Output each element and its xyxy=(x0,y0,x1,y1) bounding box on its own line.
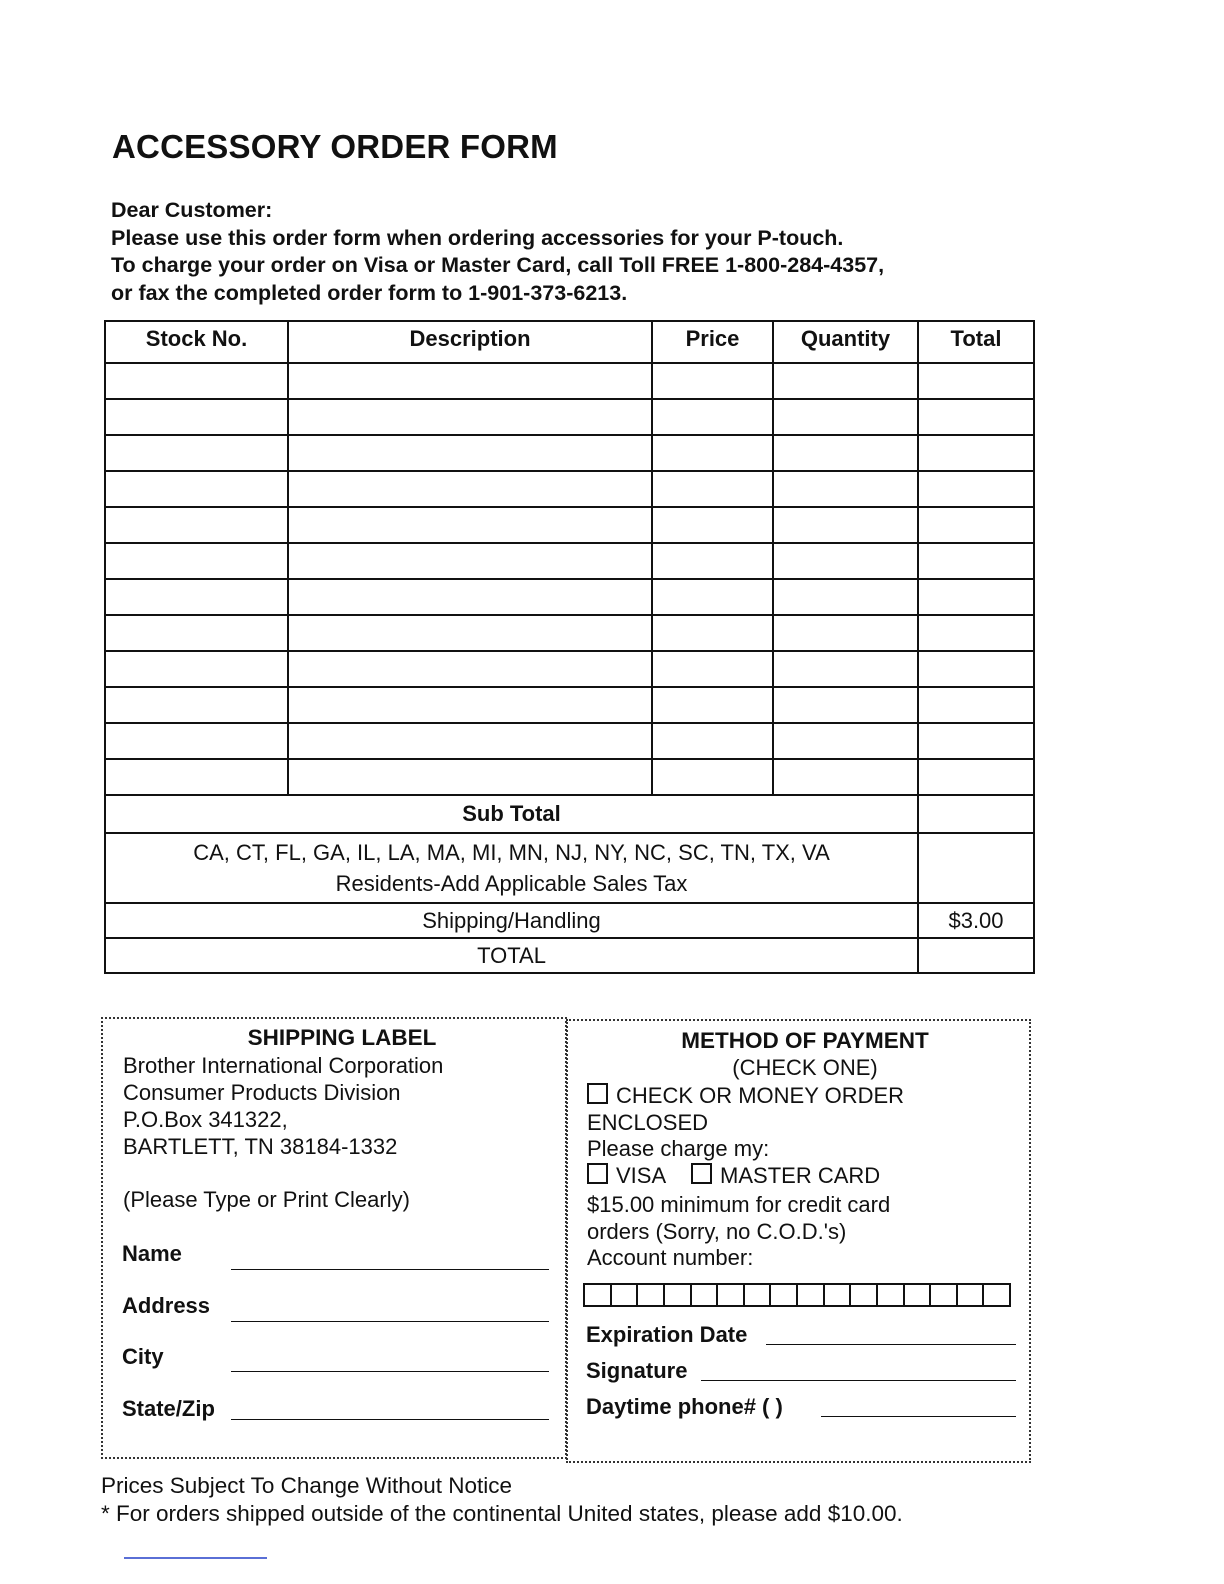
price-cell[interactable] xyxy=(652,543,773,579)
state-zip-label: State/Zip xyxy=(122,1396,215,1421)
intro-line-1: Please use this order form when ordering accessories for your P-touch. xyxy=(111,225,844,250)
account-digit-box[interactable] xyxy=(585,1285,612,1305)
visa-checkbox[interactable] xyxy=(587,1163,608,1184)
subtotal-value-cell[interactable] xyxy=(918,795,1034,833)
tax-row xyxy=(105,833,1034,903)
international-shipping-note: * For orders shipped outside of the continental United states, please add $10.00. xyxy=(101,1501,903,1526)
shipping-label-header: SHIPPING LABEL xyxy=(247,1025,437,1050)
signature-label: Signature xyxy=(586,1358,688,1383)
table-row xyxy=(105,723,1034,759)
order-table xyxy=(104,320,1035,974)
account-digit-box[interactable] xyxy=(905,1285,932,1305)
shipping-row xyxy=(105,903,1034,938)
shipping-handling-value: $3.00 xyxy=(918,903,1034,938)
mastercard-label: MASTER CARD xyxy=(720,1163,881,1188)
account-number-label: Account number: xyxy=(587,1245,754,1270)
check-option xyxy=(587,1082,904,1136)
header-quantity: Quantity xyxy=(773,321,918,363)
account-digit-box[interactable] xyxy=(612,1285,639,1305)
check-option-label: CHECK OR MONEY ORDER xyxy=(616,1083,905,1108)
stock-no-cell[interactable] xyxy=(105,507,288,543)
price-cell[interactable] xyxy=(652,399,773,435)
stock-no-cell[interactable] xyxy=(105,471,288,507)
tax-label xyxy=(105,833,918,903)
expiration-date-label: Expiration Date xyxy=(586,1322,748,1347)
table-row xyxy=(105,543,1034,579)
stock-no-cell[interactable] xyxy=(105,687,288,723)
total-cell[interactable] xyxy=(918,687,1034,723)
account-digit-box[interactable] xyxy=(665,1285,692,1305)
account-digit-box[interactable] xyxy=(638,1285,665,1305)
quantity-cell[interactable] xyxy=(773,471,918,507)
shipping-address xyxy=(123,1052,443,1160)
stock-no-cell[interactable] xyxy=(105,579,288,615)
account-digit-box[interactable] xyxy=(984,1285,1009,1305)
quantity-cell[interactable] xyxy=(773,507,918,543)
address-line: Consumer Products Division xyxy=(123,1080,401,1105)
total-cell[interactable] xyxy=(918,723,1034,759)
address-field[interactable] xyxy=(231,1321,549,1322)
description-cell[interactable] xyxy=(288,687,652,723)
subtotal-row xyxy=(105,795,1034,833)
item-rows xyxy=(105,363,1034,795)
price-cell[interactable] xyxy=(652,723,773,759)
price-cell[interactable] xyxy=(652,363,773,399)
intro-line-2: To charge your order on Visa or Master Card, call Toll FREE 1-800-284-4357, xyxy=(111,253,885,277)
minimum-note xyxy=(587,1191,890,1245)
quantity-cell[interactable] xyxy=(773,723,918,759)
header-total: Total xyxy=(918,321,1034,363)
table-row xyxy=(105,759,1034,795)
price-cell[interactable] xyxy=(652,471,773,507)
total-cell[interactable] xyxy=(918,399,1034,435)
header-description: Description xyxy=(288,321,652,363)
table-row xyxy=(105,507,1034,543)
minimum-note-line-2: orders (Sorry, no C.O.D.'s) xyxy=(587,1219,847,1244)
intro-text xyxy=(111,197,884,307)
account-digit-box[interactable] xyxy=(745,1285,772,1305)
total-cell[interactable] xyxy=(918,651,1034,687)
price-cell[interactable] xyxy=(652,651,773,687)
total-cell[interactable] xyxy=(918,615,1034,651)
quantity-cell[interactable] xyxy=(773,615,918,651)
account-digit-box[interactable] xyxy=(798,1285,825,1305)
tax-note: Residents-Add Applicable Sales Tax xyxy=(335,871,688,896)
subtotal-label: Sub Total xyxy=(105,795,918,833)
stock-no-cell[interactable] xyxy=(105,723,288,759)
table-row xyxy=(105,471,1034,507)
account-digit-box[interactable] xyxy=(718,1285,745,1305)
description-cell[interactable] xyxy=(288,507,652,543)
table-row xyxy=(105,579,1034,615)
description-cell[interactable] xyxy=(288,435,652,471)
quantity-cell[interactable] xyxy=(773,687,918,723)
stock-no-cell[interactable] xyxy=(105,363,288,399)
account-digit-box[interactable] xyxy=(851,1285,878,1305)
tax-states: CA, CT, FL, GA, IL, LA, MA, MI, MN, NJ, NY, NC, SC, TN, TX, VA xyxy=(193,840,830,865)
table-header-row xyxy=(105,321,1034,363)
mastercard-checkbox[interactable] xyxy=(691,1163,712,1184)
payment-subheader: (CHECK ONE) xyxy=(732,1055,878,1080)
header-stock-no: Stock No. xyxy=(105,321,288,363)
account-digit-box[interactable] xyxy=(931,1285,958,1305)
price-cell[interactable] xyxy=(652,615,773,651)
minimum-note-line-1: $15.00 minimum for credit card xyxy=(587,1192,891,1217)
total-cell[interactable] xyxy=(918,507,1034,543)
description-cell[interactable] xyxy=(288,471,652,507)
charge-label: Please charge my: xyxy=(587,1136,770,1161)
description-cell[interactable] xyxy=(288,615,652,651)
intro-line-3: or fax the completed order form to 1-901-373-6213. xyxy=(111,280,628,305)
greeting: Dear Customer: xyxy=(111,198,273,222)
expiration-date-field[interactable] xyxy=(766,1344,1016,1345)
payment-header: METHOD OF PAYMENT xyxy=(681,1028,929,1053)
total-row xyxy=(105,938,1034,973)
total-cell[interactable] xyxy=(918,759,1034,795)
account-number-boxes[interactable] xyxy=(583,1283,1011,1307)
description-cell[interactable] xyxy=(288,543,652,579)
quantity-cell[interactable] xyxy=(773,579,918,615)
price-cell[interactable] xyxy=(652,687,773,723)
visa-label: VISA xyxy=(616,1163,665,1188)
account-digit-box[interactable] xyxy=(825,1285,852,1305)
table-row xyxy=(105,687,1034,723)
price-cell[interactable] xyxy=(652,435,773,471)
city-field[interactable] xyxy=(231,1371,549,1372)
print-clearly-note: (Please Type or Print Clearly) xyxy=(123,1187,410,1212)
check-option-label-2: ENCLOSED xyxy=(587,1110,709,1135)
shipping-label-box xyxy=(101,1017,567,1459)
quantity-cell[interactable] xyxy=(773,363,918,399)
state-zip-field[interactable] xyxy=(231,1419,549,1420)
total-cell[interactable] xyxy=(918,579,1034,615)
header-price: Price xyxy=(652,321,773,363)
table-row xyxy=(105,363,1034,399)
table-row xyxy=(105,399,1034,435)
price-change-note: Prices Subject To Change Without Notice xyxy=(101,1473,513,1498)
account-digit-box[interactable] xyxy=(958,1285,985,1305)
check-money-order-checkbox[interactable] xyxy=(587,1083,608,1104)
total-cell[interactable] xyxy=(918,363,1034,399)
table-row xyxy=(105,651,1034,687)
description-cell[interactable] xyxy=(288,723,652,759)
quantity-cell[interactable] xyxy=(773,759,918,795)
stock-no-cell[interactable] xyxy=(105,435,288,471)
quantity-cell[interactable] xyxy=(773,651,918,687)
total-cell[interactable] xyxy=(918,543,1034,579)
name-label: Name xyxy=(122,1241,182,1266)
description-cell[interactable] xyxy=(288,759,652,795)
address-line: BARTLETT, TN 38184-1332 xyxy=(123,1134,398,1159)
description-cell[interactable] xyxy=(288,651,652,687)
account-digit-box[interactable] xyxy=(692,1285,719,1305)
price-cell[interactable] xyxy=(652,759,773,795)
description-cell[interactable] xyxy=(288,363,652,399)
city-label: City xyxy=(122,1344,164,1369)
quantity-cell[interactable] xyxy=(773,543,918,579)
description-cell[interactable] xyxy=(288,579,652,615)
stock-no-cell[interactable] xyxy=(105,615,288,651)
tax-value-cell[interactable] xyxy=(918,833,1034,903)
account-digit-box[interactable] xyxy=(878,1285,905,1305)
table-row xyxy=(105,435,1034,471)
footer-notes xyxy=(101,1472,903,1528)
price-cell[interactable] xyxy=(652,507,773,543)
page-title: ACCESSORY ORDER FORM xyxy=(112,128,558,165)
card-options xyxy=(587,1163,880,1189)
quantity-cell[interactable] xyxy=(773,435,918,471)
total-cell[interactable] xyxy=(918,435,1034,471)
total-cell[interactable] xyxy=(918,471,1034,507)
decorative-line xyxy=(124,1557,267,1559)
description-cell[interactable] xyxy=(288,399,652,435)
address-field-label: Address xyxy=(122,1293,211,1318)
account-digit-box[interactable] xyxy=(771,1285,798,1305)
stock-no-cell[interactable] xyxy=(105,399,288,435)
address-line: P.O.Box 341322, xyxy=(123,1107,288,1132)
signature-field[interactable] xyxy=(701,1380,1016,1381)
daytime-phone-field[interactable] xyxy=(821,1416,1016,1417)
total-label: TOTAL xyxy=(105,938,918,973)
name-field[interactable] xyxy=(231,1269,549,1270)
address-line: Brother International Corporation xyxy=(123,1053,444,1078)
quantity-cell[interactable] xyxy=(773,399,918,435)
price-cell[interactable] xyxy=(652,579,773,615)
shipping-handling-label: Shipping/Handling xyxy=(105,903,918,938)
table-row xyxy=(105,615,1034,651)
daytime-phone-label: Daytime phone# ( ) xyxy=(586,1394,783,1419)
total-value-cell[interactable] xyxy=(918,938,1034,973)
payment-method-box xyxy=(566,1019,1031,1463)
stock-no-cell[interactable] xyxy=(105,759,288,795)
stock-no-cell[interactable] xyxy=(105,651,288,687)
stock-no-cell[interactable] xyxy=(105,543,288,579)
